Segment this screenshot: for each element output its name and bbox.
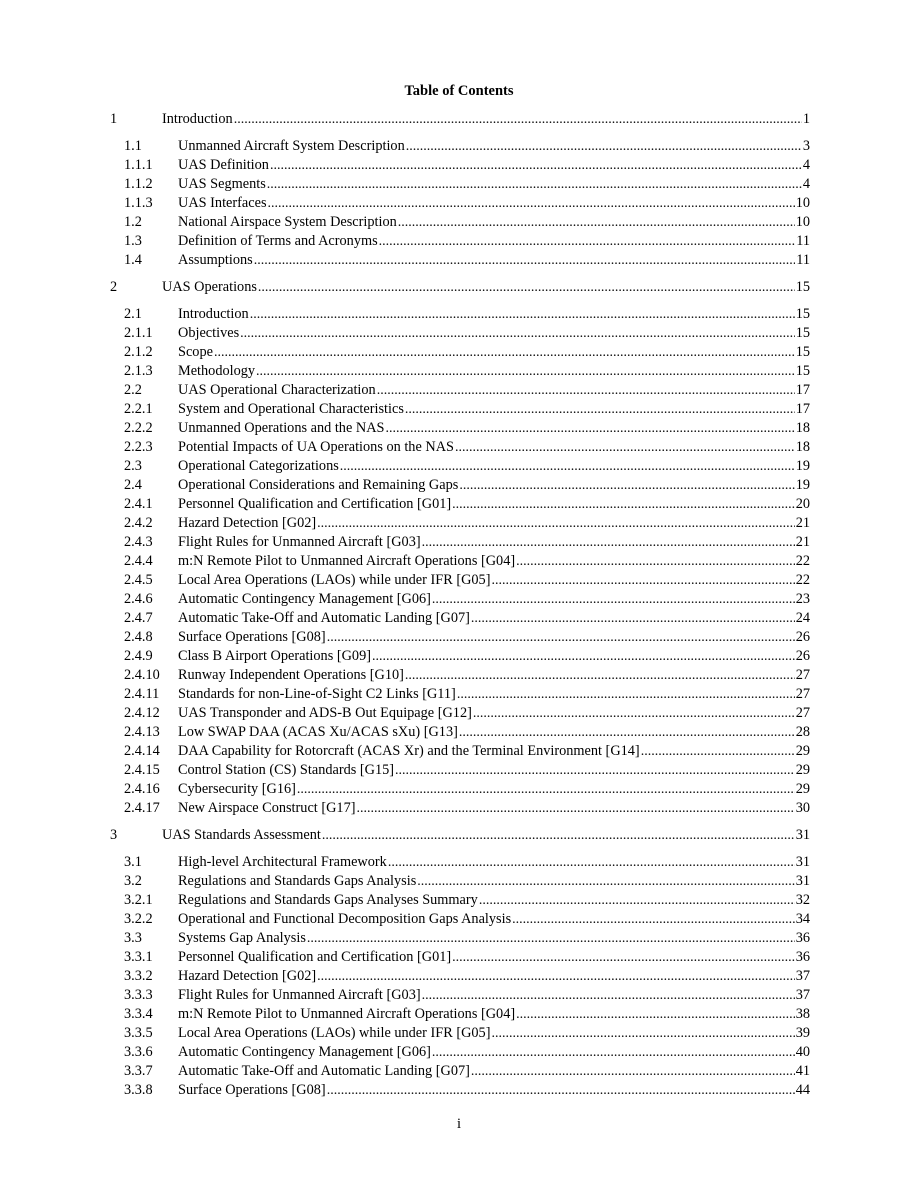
toc-section-entry[interactable] (110, 419, 810, 438)
toc-entry-page: 19 (795, 458, 810, 474)
toc-entry-number: 1.1.3 (124, 195, 153, 211)
toc-entry-title[interactable]: UAS Interfaces (178, 195, 267, 211)
dot-leader (395, 761, 795, 780)
toc-entry-page: 27 (795, 686, 810, 702)
toc-entry-number: 2.4.16 (124, 781, 160, 797)
dot-leader (422, 533, 795, 552)
toc-entry-number: 2.4.6 (124, 591, 153, 607)
toc-entry-number: 1.1 (124, 138, 142, 154)
toc-entry-number: 2.1.2 (124, 344, 153, 360)
toc-entry-page: 29 (795, 781, 810, 797)
toc-entry-title[interactable]: Class B Airport Operations [G09] (178, 648, 371, 664)
toc-entry-title[interactable]: Low SWAP DAA (ACAS Xu/ACAS sXu) [G13] (178, 724, 458, 740)
toc-entry-title[interactable]: m:N Remote Pilot to Unmanned Aircraft Operations [G04] (178, 1006, 516, 1022)
toc-entry-number: 2.2 (124, 382, 142, 398)
toc-entry-title[interactable]: UAS Operational Characterization (178, 382, 376, 398)
dot-leader (479, 891, 795, 910)
toc-entry-page: 19 (795, 477, 810, 493)
toc-section-entry[interactable] (110, 853, 810, 872)
toc-section-entry[interactable] (110, 156, 810, 175)
toc-entry-title[interactable]: Flight Rules for Unmanned Aircraft [G03] (178, 534, 421, 550)
toc-entry-page: 44 (795, 1082, 810, 1098)
toc-section-entry[interactable] (110, 533, 810, 552)
toc-section-entry[interactable] (110, 929, 810, 948)
dot-leader (457, 685, 795, 704)
toc-entry-page: 38 (795, 1006, 810, 1022)
toc-section-entry[interactable] (110, 175, 810, 194)
dot-leader (473, 704, 795, 723)
dot-leader (405, 400, 795, 419)
toc-entry-page: 15 (795, 306, 810, 322)
toc-entry-number: 2.2.2 (124, 420, 153, 436)
toc-entry-title[interactable]: Automatic Contingency Management [G06] (178, 1044, 431, 1060)
toc-entry-number: 2.4.9 (124, 648, 153, 664)
toc-entry-title[interactable]: Flight Rules for Unmanned Aircraft [G03] (178, 987, 421, 1003)
toc-entry-number: 2.4.10 (124, 667, 160, 683)
toc-section-entry[interactable] (110, 967, 810, 986)
toc-entry-page: 1 (802, 111, 810, 127)
dot-leader (516, 552, 795, 571)
toc-entry-number: 1.1.1 (124, 157, 153, 173)
toc-entry-number: 1 (110, 111, 118, 127)
toc-entry-page: 28 (795, 724, 810, 740)
toc-entry-page: 26 (795, 629, 810, 645)
toc-entry-title[interactable]: Introduction (178, 306, 249, 322)
toc-entry-number: 3.3.8 (124, 1082, 153, 1098)
dot-leader (417, 872, 794, 891)
toc-entry-number: 2.2.1 (124, 401, 153, 417)
toc-entry-page: 27 (795, 667, 810, 683)
page-number: i (456, 1116, 462, 1132)
dot-leader (327, 628, 795, 647)
toc-entry-page: 34 (795, 911, 810, 927)
toc-entry-title[interactable]: m:N Remote Pilot to Unmanned Aircraft Operations [G04] (178, 553, 516, 569)
dot-leader (452, 948, 795, 967)
toc-entry-page: 15 (795, 344, 810, 360)
toc-entry-page: 18 (795, 420, 810, 436)
toc-entry-number: 2.4.2 (124, 515, 153, 531)
toc-entry-page: 15 (795, 325, 810, 341)
toc-entry-number: 3.2 (124, 873, 142, 889)
toc-entry-page: 31 (795, 873, 810, 889)
toc-entry-number: 1.2 (124, 214, 142, 230)
toc-section-entry[interactable] (110, 1024, 810, 1043)
toc-entry-title[interactable]: UAS Definition (178, 157, 269, 173)
toc-entry-number: 2.4.7 (124, 610, 153, 626)
toc-entry-page: 18 (795, 439, 810, 455)
toc-entry-page: 37 (795, 987, 810, 1003)
toc-entry-page: 22 (795, 572, 810, 588)
dot-leader (258, 278, 795, 297)
toc-entry-page: 26 (795, 648, 810, 664)
toc-entry-number: 2.3 (124, 458, 142, 474)
toc-section-entry[interactable] (110, 891, 810, 910)
toc-entry-page: 40 (795, 1044, 810, 1060)
toc-entry-page: 27 (795, 705, 810, 721)
dot-leader (356, 799, 794, 818)
dot-leader (256, 362, 795, 381)
dot-leader (398, 213, 795, 232)
toc-entry-page: 21 (795, 534, 810, 550)
dot-leader (385, 419, 794, 438)
toc-entry-number: 2.4.13 (124, 724, 160, 740)
toc-entry-title[interactable]: Local Area Operations (LAOs) while under IFR [G05] (178, 1025, 491, 1041)
toc-section-entry[interactable] (110, 647, 810, 666)
toc-entry-title[interactable]: Systems Gap Analysis (178, 930, 306, 946)
toc-section-entry[interactable] (110, 872, 810, 891)
dot-leader (471, 1062, 795, 1081)
toc-entry-title[interactable]: Automatic Take-Off and Automatic Landing [G07] (178, 1063, 470, 1079)
dot-leader (516, 1005, 795, 1024)
toc-entry-number: 2.1.1 (124, 325, 153, 341)
toc-entry-number: 3 (110, 827, 118, 843)
toc-entry-title[interactable]: System and Operational Characteristics (178, 401, 404, 417)
toc-section-entry[interactable] (110, 495, 810, 514)
toc-entry-number: 2.4.3 (124, 534, 153, 550)
toc-entry-title[interactable]: UAS Operations (162, 279, 257, 295)
toc-section-entry[interactable] (110, 666, 810, 685)
toc-section-entry[interactable] (110, 571, 810, 590)
toc-entry-number: 3.3.5 (124, 1025, 153, 1041)
toc-entry-page: 17 (795, 382, 810, 398)
dot-leader (240, 324, 795, 343)
toc-entry-title[interactable]: Surface Operations [G08] (178, 629, 326, 645)
dot-leader (512, 910, 795, 929)
toc-section-entry[interactable] (110, 1005, 810, 1024)
page-title: Table of Contents (404, 83, 514, 99)
toc-entry-page: 11 (796, 252, 810, 268)
toc-entry-title[interactable]: Control Station (CS) Standards [G15] (178, 762, 395, 778)
toc-chapter-entry[interactable] (110, 278, 810, 297)
dot-leader (267, 175, 802, 194)
dot-leader (452, 495, 795, 514)
toc-section-entry[interactable] (110, 251, 810, 270)
toc-entry-title[interactable]: Introduction (162, 111, 233, 127)
dot-leader (317, 514, 795, 533)
toc-entry-title[interactable]: DAA Capability for Rotorcraft (ACAS Xr) and the Terminal Environment [G14] (178, 743, 640, 759)
dot-leader (422, 986, 795, 1005)
toc-entry-title[interactable]: Cybersecurity [G16] (178, 781, 296, 797)
toc-section-entry[interactable] (110, 685, 810, 704)
toc-entry-title[interactable]: UAS Transponder and ADS-B Out Equipage [G12] (178, 705, 472, 721)
toc-entry-title[interactable]: Objectives (178, 325, 240, 341)
toc-entry-number: 2.1 (124, 306, 142, 322)
dot-leader (250, 305, 795, 324)
toc-entry-number: 2.4.15 (124, 762, 160, 778)
toc-entry-page: 24 (795, 610, 810, 626)
toc-entry-page: 4 (802, 176, 810, 192)
toc-entry-title[interactable]: Assumptions (178, 252, 253, 268)
toc-entry-page: 23 (795, 591, 810, 607)
toc-entry-title[interactable]: Regulations and Standards Gaps Analysis (178, 873, 417, 889)
toc-section-entry[interactable] (110, 986, 810, 1005)
dot-leader (459, 476, 794, 495)
toc-entry-title[interactable]: Automatic Contingency Management [G06] (178, 591, 431, 607)
toc-entry-number: 2.2.3 (124, 439, 153, 455)
toc-section-entry[interactable] (110, 362, 810, 381)
toc-entry-page: 15 (795, 279, 810, 295)
toc-entry-number: 2.4.14 (124, 743, 160, 759)
dot-leader (297, 780, 795, 799)
toc-section-entry[interactable] (110, 590, 810, 609)
toc-entry-page: 15 (795, 363, 810, 379)
toc-entry-number: 2.4.5 (124, 572, 153, 588)
toc-section-entry[interactable] (110, 799, 810, 818)
toc-entry-number: 2.4.4 (124, 553, 153, 569)
toc-entry-title[interactable]: Operational Categorizations (178, 458, 339, 474)
toc-entry-number: 1.1.2 (124, 176, 153, 192)
dot-leader (379, 232, 796, 251)
dot-leader (377, 381, 795, 400)
toc-entry-number: 2.4.1 (124, 496, 153, 512)
toc-entry-title[interactable]: Surface Operations [G08] (178, 1082, 326, 1098)
toc-entry-page: 41 (795, 1063, 810, 1079)
toc-entry-title[interactable]: Unmanned Aircraft System Description (178, 138, 405, 154)
toc-section-entry[interactable] (110, 438, 810, 457)
dot-leader (432, 590, 795, 609)
dot-leader (214, 343, 795, 362)
dot-leader (270, 156, 802, 175)
toc-entry-title[interactable]: Methodology (178, 363, 256, 379)
toc-entry-title[interactable]: Personnel Qualification and Certification [G01] (178, 496, 452, 512)
toc-section-entry[interactable] (110, 780, 810, 799)
toc-entry-title[interactable]: UAS Segments (178, 176, 266, 192)
toc-chapter-entry[interactable] (110, 826, 810, 845)
toc-section-entry[interactable] (110, 1081, 810, 1100)
dot-leader (234, 110, 802, 129)
toc-entry-number: 3.3.2 (124, 968, 153, 984)
toc-entry-number: 3.2.2 (124, 911, 153, 927)
toc-entry-number: 3.3.4 (124, 1006, 153, 1022)
toc-section-entry[interactable] (110, 194, 810, 213)
dot-leader (388, 853, 795, 872)
toc-entry-page: 31 (795, 827, 810, 843)
toc-entry-title[interactable]: New Airspace Construct [G17] (178, 800, 356, 816)
dot-leader (322, 826, 795, 845)
toc-section-entry[interactable] (110, 400, 810, 419)
toc-entry-number: 2.4.11 (124, 686, 160, 702)
toc-section-entry[interactable] (110, 457, 810, 476)
toc-entry-page: 22 (795, 553, 810, 569)
dot-leader (340, 457, 795, 476)
dot-leader (317, 967, 795, 986)
dot-leader (491, 1024, 794, 1043)
toc-entry-page: 10 (795, 195, 810, 211)
toc-section-entry[interactable] (110, 948, 810, 967)
toc-entry-title[interactable]: Personnel Qualification and Certification [G01] (178, 949, 452, 965)
toc-entry-title[interactable]: Automatic Take-Off and Automatic Landing [G07] (178, 610, 470, 626)
toc-section-entry[interactable] (110, 343, 810, 362)
toc-entry-title[interactable]: Local Area Operations (LAOs) while under IFR [G05] (178, 572, 491, 588)
toc-section-entry[interactable] (110, 514, 810, 533)
dot-leader (455, 438, 795, 457)
toc-chapter-entry[interactable] (110, 110, 810, 129)
toc-entry-title[interactable]: Definition of Terms and Acronyms (178, 233, 378, 249)
toc-entry-number: 2.4.8 (124, 629, 153, 645)
toc-entry-page: 37 (795, 968, 810, 984)
toc-entry-page: 36 (795, 949, 810, 965)
dot-leader (406, 137, 802, 156)
toc-entry-number: 3.3.1 (124, 949, 153, 965)
toc-entry-page: 21 (795, 515, 810, 531)
toc-entry-title[interactable]: Regulations and Standards Gaps Analyses Summary (178, 892, 478, 908)
toc-section-entry[interactable] (110, 723, 810, 742)
toc-entry-title[interactable]: Standards for non-Line-of-Sight C2 Links [G11] (178, 686, 456, 702)
toc-entry-number: 1.4 (124, 252, 142, 268)
dot-leader (254, 251, 796, 270)
toc-entry-page: 29 (795, 762, 810, 778)
toc-entry-number: 2.1.3 (124, 363, 153, 379)
dot-leader (372, 647, 795, 666)
toc-section-entry[interactable] (110, 742, 810, 761)
toc-entry-number: 3.3 (124, 930, 142, 946)
toc-entry-title[interactable]: Hazard Detection [G02] (178, 968, 317, 984)
toc-entry-number: 3.3.7 (124, 1063, 153, 1079)
toc-entry-title[interactable]: National Airspace System Description (178, 214, 397, 230)
dot-leader (307, 929, 795, 948)
dot-leader (641, 742, 795, 761)
dot-leader (432, 1043, 795, 1062)
toc-entry-number: 1.3 (124, 233, 142, 249)
dot-leader (459, 723, 795, 742)
toc-entry-number: 2.4.12 (124, 705, 160, 721)
toc-entry-page: 29 (795, 743, 810, 759)
toc-entry-title[interactable]: UAS Standards Assessment (162, 827, 321, 843)
toc-entry-number: 3.3.3 (124, 987, 153, 1003)
toc-entry-title[interactable]: Hazard Detection [G02] (178, 515, 317, 531)
toc-entry-number: 3.1 (124, 854, 142, 870)
dot-leader (491, 571, 794, 590)
toc-entry-page: 10 (795, 214, 810, 230)
toc-section-entry[interactable] (110, 704, 810, 723)
toc-entry-title[interactable]: High-level Architectural Framework (178, 854, 387, 870)
toc-section-entry[interactable] (110, 1062, 810, 1081)
toc-entry-number: 2 (110, 279, 118, 295)
toc-section-entry[interactable] (110, 1043, 810, 1062)
toc-section-entry[interactable] (110, 381, 810, 400)
dot-leader (471, 609, 795, 628)
toc-section-entry[interactable] (110, 761, 810, 780)
dot-leader (268, 194, 795, 213)
toc-entry-page: 31 (795, 854, 810, 870)
dot-leader (327, 1081, 795, 1100)
toc-entry-title[interactable]: Scope (178, 344, 213, 360)
toc-entry-number: 2.4 (124, 477, 142, 493)
toc-entry-page: 30 (795, 800, 810, 816)
toc-section-entry[interactable] (110, 137, 810, 156)
toc-entry-page: 17 (795, 401, 810, 417)
toc-entry-page: 32 (795, 892, 810, 908)
toc-entry-title[interactable]: Runway Independent Operations [G10] (178, 667, 404, 683)
toc-section-entry[interactable] (110, 213, 810, 232)
toc-entry-number: 3.3.6 (124, 1044, 153, 1060)
toc-section-entry[interactable] (110, 628, 810, 647)
toc-entry-title[interactable]: Operational Considerations and Remaining Gaps (178, 477, 459, 493)
toc-section-entry[interactable] (110, 609, 810, 628)
toc-entry-title[interactable]: Operational and Functional Decomposition Gaps Analysis (178, 911, 512, 927)
toc-entry-page: 39 (795, 1025, 810, 1041)
toc-entry-title[interactable]: Unmanned Operations and the NAS (178, 420, 385, 436)
toc-entry-page: 36 (795, 930, 810, 946)
toc-entry-number: 2.4.17 (124, 800, 160, 816)
toc-entry-number: 3.2.1 (124, 892, 153, 908)
table-of-contents (110, 110, 810, 1100)
toc-entry-page: 20 (795, 496, 810, 512)
dot-leader (405, 666, 795, 685)
toc-section-entry[interactable] (110, 910, 810, 929)
toc-entry-title[interactable]: Potential Impacts of UA Operations on the NAS (178, 439, 454, 455)
toc-entry-page: 3 (802, 138, 810, 154)
toc-entry-page: 11 (796, 233, 810, 249)
toc-entry-page: 4 (802, 157, 810, 173)
toc-section-entry[interactable] (110, 476, 810, 495)
toc-section-entry[interactable] (110, 324, 810, 343)
toc-section-entry[interactable] (110, 232, 810, 251)
toc-section-entry[interactable] (110, 552, 810, 571)
toc-section-entry[interactable] (110, 305, 810, 324)
